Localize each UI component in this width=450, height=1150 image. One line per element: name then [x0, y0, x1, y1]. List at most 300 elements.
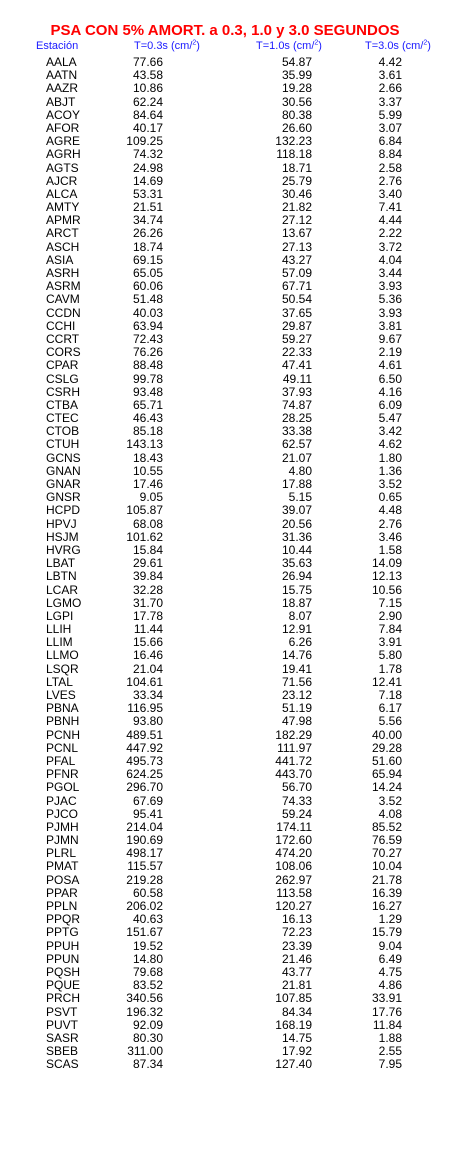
station-code: ABJT: [46, 94, 76, 109]
header-t10-close: ): [318, 40, 322, 52]
psa-t30: 6.09: [378, 397, 402, 412]
table-row: [0, 729, 450, 742]
psa-t10: 80.38: [281, 107, 312, 122]
psa-t03: 32.28: [132, 582, 163, 597]
psa-t03: 447.92: [126, 740, 163, 755]
psa-t10: 19.28: [281, 81, 312, 96]
psa-t03: 29.61: [132, 556, 163, 571]
psa-t03: 99.78: [132, 371, 163, 386]
psa-t30: 3.44: [378, 266, 402, 280]
table-row: [0, 874, 450, 887]
psa-t30: 15.79: [371, 925, 402, 940]
psa-t10: 67.71: [281, 279, 312, 294]
psa-t03: 11.44: [133, 622, 163, 637]
station-code: PSVT: [46, 1004, 78, 1019]
psa-t10: 6.26: [288, 635, 312, 650]
psa-t10: 10.44: [281, 542, 312, 557]
station-code: CSRH: [46, 384, 81, 399]
psa-t10: 474.20: [275, 846, 312, 861]
psa-t30: 7.95: [378, 1057, 402, 1072]
psa-t10: 108.06: [275, 859, 312, 874]
table-row: [0, 359, 450, 372]
psa-t10: 118.18: [276, 147, 312, 162]
psa-t30: 3.52: [378, 477, 402, 491]
psa-t30: 2.19: [378, 345, 402, 360]
psa-t10: 172.60: [275, 833, 312, 848]
psa-t10: 5.15: [288, 490, 312, 505]
psa-t03: 489.51: [126, 727, 163, 742]
psa-t30: 3.46: [378, 529, 402, 544]
psa-t03: 62.24: [132, 94, 163, 109]
psa-t10: 18.71: [281, 160, 312, 175]
station-code: AATN: [46, 68, 78, 83]
station-code: PPLN: [46, 899, 78, 913]
psa-t10: 182.29: [275, 727, 312, 742]
psa-t03: 85.18: [132, 424, 163, 439]
psa-t30: 17.76: [371, 1004, 402, 1019]
psa-t10: 43.27: [281, 252, 312, 267]
station-code: CTEC: [46, 411, 79, 426]
psa-t30: 4.86: [378, 978, 402, 993]
psa-t10: 23.39: [281, 938, 312, 953]
station-code: LLIM: [46, 635, 73, 650]
station-code: CSLG: [46, 371, 79, 386]
psa-t03: 17.78: [132, 608, 163, 623]
psa-t03: 93.80: [132, 714, 163, 729]
psa-t10: 21.82: [281, 200, 312, 215]
psa-t03: 80.30: [132, 1030, 163, 1045]
psa-t03: 83.52: [132, 978, 163, 993]
psa-t03: 40.63: [132, 912, 163, 927]
station-code: PPUH: [46, 938, 80, 953]
table-row: [0, 1006, 450, 1019]
psa-t10: 19.41: [281, 661, 312, 676]
psa-t03: 40.17: [132, 120, 163, 135]
psa-t10: 74.87: [281, 397, 312, 412]
psa-t10: 25.79: [281, 173, 312, 188]
psa-t30: 16.39: [371, 885, 402, 900]
header-t30-text: T=3.0s (cm/: [365, 40, 424, 52]
table-row: [0, 241, 450, 254]
psa-t30: 1.36: [378, 463, 402, 478]
psa-t30: 10.56: [371, 582, 402, 597]
station-code: ASRM: [46, 279, 81, 294]
psa-t03: 26.26: [132, 226, 163, 241]
psa-t03: 31.70: [132, 595, 163, 610]
table-row: [0, 531, 450, 544]
psa-t03: 76.26: [132, 345, 163, 360]
psa-t30: 12.13: [371, 569, 402, 584]
psa-t10: 37.65: [281, 305, 312, 320]
psa-t30: 6.50: [378, 371, 402, 386]
station-code: LVES: [46, 688, 76, 702]
station-code: PMAT: [46, 859, 79, 874]
station-code: PJAC: [46, 793, 77, 808]
table-row: [0, 293, 450, 306]
psa-t03: 214.04: [126, 819, 163, 834]
station-code: LBTN: [46, 569, 77, 584]
psa-t03: 65.05: [132, 266, 163, 280]
psa-t03: 87.34: [132, 1057, 163, 1072]
psa-t30: 2.22: [378, 226, 402, 241]
psa-t10: 30.46: [281, 186, 312, 201]
table-row: [0, 584, 450, 597]
psa-t30: 4.61: [378, 358, 402, 373]
station-code: CTUH: [46, 437, 80, 452]
psa-t03: 63.94: [132, 318, 163, 333]
station-code: LTAL: [46, 674, 73, 689]
station-code: CCHI: [46, 318, 76, 333]
table-row: [0, 320, 450, 333]
table-row: [0, 175, 450, 188]
psa-t30: 3.42: [378, 424, 402, 439]
station-code: PBNH: [46, 714, 80, 729]
psa-t30: 6.49: [378, 951, 402, 966]
psa-t03: 190.69: [126, 833, 163, 848]
psa-t30: 3.91: [378, 635, 402, 650]
station-code: LLIH: [46, 622, 72, 637]
psa-t03: 21.04: [132, 661, 163, 676]
psa-t30: 9.04: [378, 938, 402, 953]
table-row: [0, 992, 450, 1005]
psa-t10: 15.75: [281, 582, 312, 597]
psa-t03: 340.56: [126, 991, 163, 1006]
psa-t30: 6.17: [378, 701, 402, 716]
station-code: GNAN: [46, 463, 81, 478]
station-code: AGRE: [46, 134, 81, 149]
psa-t10: 13.67: [281, 226, 312, 241]
table-row: [0, 386, 450, 399]
psa-t30: 85.52: [371, 819, 402, 834]
psa-t03: 17.46: [132, 477, 163, 491]
psa-t30: 1.78: [378, 661, 402, 676]
station-code: PFAL: [46, 753, 76, 768]
station-code: ASCH: [46, 239, 80, 254]
psa-t10: 111.97: [277, 740, 312, 755]
data-table: [0, 56, 450, 1071]
psa-t03: 69.15: [132, 252, 163, 267]
psa-t30: 0.65: [378, 490, 402, 505]
psa-t03: 84.64: [132, 107, 163, 122]
psa-t03: 34.74: [132, 213, 163, 228]
psa-t10: 74.33: [281, 793, 312, 808]
station-code: CTOB: [46, 424, 80, 439]
table-row: [0, 597, 450, 610]
psa-t03: 33.34: [132, 688, 163, 702]
psa-t30: 5.36: [378, 292, 402, 307]
station-code: SBEB: [46, 1044, 79, 1059]
station-code: PJMN: [46, 833, 79, 848]
station-code: PJMH: [46, 819, 79, 834]
psa-t10: 8.07: [288, 608, 312, 623]
psa-t10: 28.25: [281, 411, 312, 426]
psa-t30: 1.88: [378, 1030, 402, 1045]
table-row: [0, 109, 450, 122]
station-code: GCNS: [46, 450, 81, 465]
psa-t03: 93.48: [132, 384, 163, 399]
station-code: PBNA: [46, 701, 79, 716]
psa-t30: 5.99: [378, 107, 402, 122]
psa-t03: 498.17: [126, 846, 163, 861]
psa-t03: 39.84: [132, 569, 163, 584]
psa-t03: 65.71: [132, 397, 163, 412]
table-row: [0, 82, 450, 95]
table-header: [0, 40, 450, 54]
station-code: PPUN: [46, 951, 80, 966]
page-title: PSA CON 5% AMORT. a 0.3, 1.0 y 3.0 SEGUNDOS: [50, 22, 400, 39]
station-code: HSJM: [46, 529, 79, 544]
psa-t30: 7.41: [378, 200, 402, 215]
psa-t30: 8.84: [378, 147, 402, 162]
psa-t10: 30.56: [281, 94, 312, 109]
station-code: AGRH: [46, 147, 81, 162]
psa-t03: 18.74: [132, 239, 163, 254]
psa-t10: 54.87: [281, 55, 312, 69]
psa-t30: 21.78: [371, 872, 402, 887]
psa-t03: 43.58: [132, 68, 163, 83]
table-row: [0, 373, 450, 386]
psa-t30: 4.08: [378, 806, 402, 821]
psa-t10: 120.27: [275, 899, 312, 913]
psa-t10: 132.23: [275, 134, 312, 149]
psa-t30: 40.00: [371, 727, 402, 742]
station-code: AALA: [46, 55, 77, 69]
table-row: [0, 742, 450, 755]
psa-t10: 47.41: [281, 358, 312, 373]
table-row: [0, 162, 450, 175]
station-code: LGMO: [46, 595, 82, 610]
psa-t30: 3.61: [378, 68, 402, 83]
table-row: [0, 504, 450, 517]
table-row: [0, 1058, 450, 1071]
psa-t30: 4.42: [378, 55, 402, 69]
psa-t10: 49.11: [282, 371, 312, 386]
psa-t03: 51.48: [132, 292, 163, 307]
station-code: APMR: [46, 213, 81, 228]
psa-t03: 77.66: [132, 55, 163, 69]
psa-t30: 3.07: [378, 120, 402, 135]
psa-t03: 115.57: [127, 859, 163, 874]
psa-t10: 14.76: [281, 648, 312, 663]
station-code: PQSH: [46, 964, 81, 979]
psa-t30: 51.60: [371, 753, 402, 768]
psa-t03: 92.09: [132, 1017, 163, 1032]
psa-t03: 15.66: [132, 635, 163, 650]
station-code: ARCT: [46, 226, 79, 241]
psa-t10: 21.46: [281, 951, 312, 966]
psa-t03: 95.41: [132, 806, 163, 821]
table-row: [0, 926, 450, 939]
header-t30-close: ): [427, 40, 431, 52]
station-code: AAZR: [46, 81, 79, 96]
psa-t10: 22.33: [281, 345, 312, 360]
psa-t03: 46.43: [132, 411, 163, 426]
psa-t10: 127.40: [275, 1057, 312, 1072]
psa-t10: 35.99: [281, 68, 312, 83]
station-code: CCRT: [46, 331, 80, 346]
header-t03: [134, 40, 200, 52]
psa-t10: 72.23: [281, 925, 312, 940]
psa-t30: 5.56: [378, 714, 402, 729]
psa-t30: 4.62: [378, 437, 402, 452]
psa-t03: 53.31: [132, 186, 163, 201]
psa-t10: 62.57: [281, 437, 312, 452]
table-row: [0, 663, 450, 676]
psa-t10: 33.38: [281, 424, 312, 439]
psa-t03: 10.55: [132, 463, 163, 478]
psa-t03: 67.69: [132, 793, 163, 808]
psa-t03: 74.32: [132, 147, 163, 162]
psa-t30: 10.04: [371, 859, 402, 874]
psa-t30: 3.40: [378, 186, 402, 201]
psa-t30: 33.91: [371, 991, 402, 1006]
station-code: PLRL: [46, 846, 77, 861]
psa-t03: 624.25: [126, 767, 163, 782]
psa-t10: 16.13: [281, 912, 312, 927]
psa-t30: 4.75: [378, 964, 402, 979]
table-row: [0, 953, 450, 966]
psa-t10: 59.24: [281, 806, 312, 821]
psa-t30: 14.24: [371, 780, 402, 795]
station-code: ALCA: [46, 186, 78, 201]
station-code: GNAR: [46, 477, 81, 491]
psa-t03: 18.43: [132, 450, 163, 465]
table-row: [0, 649, 450, 662]
psa-t03: 151.67: [126, 925, 163, 940]
psa-t10: 56.70: [281, 780, 312, 795]
psa-t03: 72.43: [132, 331, 163, 346]
psa-t30: 3.72: [378, 239, 402, 254]
psa-t10: 50.54: [281, 292, 312, 307]
station-code: ACOY: [46, 107, 81, 122]
psa-t10: 17.92: [281, 1044, 312, 1059]
psa-t30: 16.27: [371, 899, 402, 913]
station-code: CAVM: [46, 292, 80, 307]
psa-t03: 68.08: [132, 516, 163, 531]
psa-t30: 7.18: [378, 688, 402, 702]
table-row: [0, 518, 450, 531]
psa-t30: 2.55: [378, 1044, 402, 1059]
table-row: [0, 307, 450, 320]
psa-t10: 4.80: [288, 463, 312, 478]
psa-t30: 2.76: [378, 173, 402, 188]
psa-t03: 9.05: [139, 490, 163, 505]
station-code: PCNL: [46, 740, 79, 755]
psa-t03: 40.03: [132, 305, 163, 320]
psa-t30: 7.15: [378, 595, 402, 610]
psa-t10: 113.58: [276, 885, 312, 900]
psa-t30: 1.58: [378, 542, 402, 557]
header-t30-sup: 2: [423, 39, 428, 47]
header-station: Estación: [36, 40, 79, 52]
table-row: [0, 860, 450, 873]
psa-t03: 60.58: [132, 885, 163, 900]
psa-t10: 26.94: [281, 569, 312, 584]
psa-t03: 88.48: [132, 358, 163, 373]
psa-t30: 2.66: [378, 81, 402, 96]
station-code: CORS: [46, 345, 81, 360]
station-code: LCAR: [46, 582, 79, 597]
psa-t30: 3.93: [378, 279, 402, 294]
station-code: SASR: [46, 1030, 79, 1045]
table-row: [0, 227, 450, 240]
psa-t03: 116.95: [127, 701, 163, 716]
psa-t10: 43.77: [281, 964, 312, 979]
psa-t03: 60.06: [132, 279, 163, 294]
psa-t10: 51.19: [281, 701, 312, 716]
psa-t03: 105.87: [126, 503, 163, 518]
psa-t03: 495.73: [126, 753, 163, 768]
psa-t30: 2.58: [378, 160, 402, 175]
station-code: ASRH: [46, 266, 80, 280]
psa-t10: 31.36: [281, 529, 312, 544]
psa-t30: 65.94: [371, 767, 402, 782]
psa-t30: 3.93: [378, 305, 402, 320]
psa-t10: 26.60: [281, 120, 312, 135]
psa-t03: 79.68: [132, 964, 163, 979]
table-row: [0, 781, 450, 794]
psa-t03: 104.61: [126, 674, 163, 689]
psa-t10: 27.12: [281, 213, 312, 228]
table-row: [0, 940, 450, 953]
psa-t10: 443.70: [275, 767, 312, 782]
psa-t03: 206.02: [126, 899, 163, 913]
header-t03-sup: 2: [192, 39, 197, 47]
station-code: PQUE: [46, 978, 81, 993]
station-code: HCPD: [46, 503, 81, 518]
psa-t10: 12.91: [281, 622, 312, 637]
station-code: HPVJ: [46, 516, 77, 531]
psa-t03: 196.32: [126, 1004, 163, 1019]
psa-t10: 35.63: [281, 556, 312, 571]
header-t10: [256, 40, 322, 52]
psa-t30: 4.16: [378, 384, 402, 399]
psa-t30: 29.28: [371, 740, 402, 755]
station-code: ASIA: [46, 252, 74, 267]
psa-t30: 14.09: [371, 556, 402, 571]
psa-t10: 441.72: [275, 753, 312, 768]
header-t10-text: T=1.0s (cm/: [256, 40, 315, 52]
psa-t10: 18.87: [281, 595, 312, 610]
psa-t30: 1.80: [378, 450, 402, 465]
station-code: LBAT: [46, 556, 76, 571]
psa-t03: 219.28: [126, 872, 163, 887]
station-code: PUVT: [46, 1017, 79, 1032]
psa-t10: 17.88: [281, 477, 312, 491]
station-code: LLMO: [46, 648, 79, 663]
station-code: PPTG: [46, 925, 79, 940]
table-row: [0, 570, 450, 583]
psa-t03: 109.25: [126, 134, 163, 149]
psa-t10: 37.93: [281, 384, 312, 399]
psa-t10: 21.07: [281, 450, 312, 465]
psa-t03: 143.13: [126, 437, 163, 452]
psa-t03: 311.00: [127, 1044, 163, 1059]
station-code: AJCR: [46, 173, 78, 188]
psa-t03: 24.98: [132, 160, 163, 175]
psa-t03: 19.52: [132, 938, 163, 953]
station-code: PFNR: [46, 767, 79, 782]
header-t30: [365, 40, 431, 52]
table-row: [0, 795, 450, 808]
psa-t03: 14.69: [132, 173, 163, 188]
psa-t10: 71.56: [281, 674, 312, 689]
psa-t30: 3.81: [378, 318, 402, 333]
station-code: CCDN: [46, 305, 81, 320]
psa-t30: 1.29: [378, 912, 402, 927]
station-code: PRCH: [46, 991, 81, 1006]
psa-t30: 4.48: [378, 503, 402, 518]
